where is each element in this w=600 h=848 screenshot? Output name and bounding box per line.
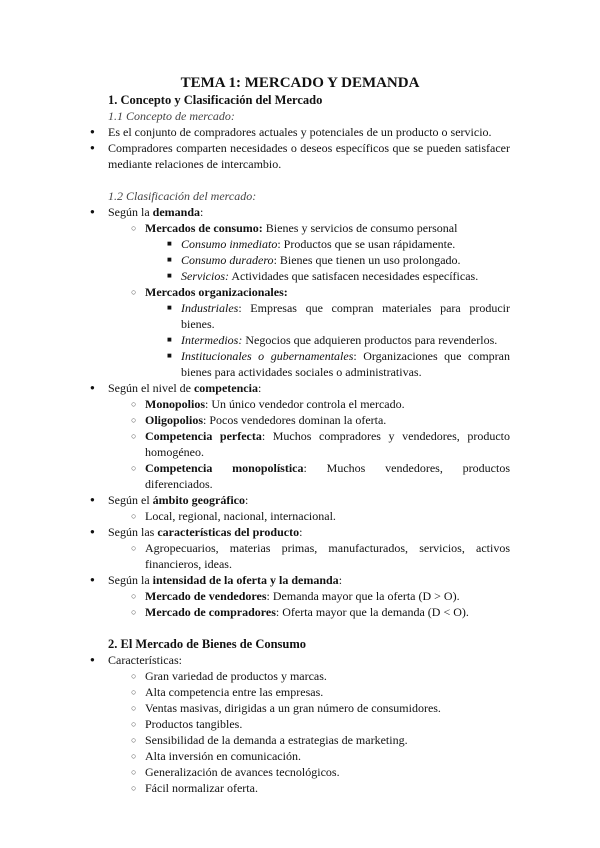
list-item: ● Es el conjunto de compradores actuales y potenciales de un producto o servicio. bbox=[108, 124, 510, 140]
text: : Muchos vendedores, productos diferenciados. bbox=[145, 461, 510, 491]
document-title: TEMA 1: MERCADO Y DEMANDA bbox=[180, 75, 420, 91]
italic-term: Servicios: bbox=[181, 269, 229, 283]
text: : Pocos vendedores dominan la oferta. bbox=[203, 413, 387, 427]
list-item bbox=[108, 380, 510, 396]
text: : Organizaciones que compran bienes para actividades sociales o administrativas. bbox=[181, 349, 511, 379]
list-item: ○ Sensibilidad de la demanda a estrategias de marketing. bbox=[145, 732, 510, 748]
list-item: ○ Agropecuarios, materias primas, manufacturados, servicios, activos financieros, ideas. bbox=[145, 540, 510, 572]
italic-term: Consumo inmediato bbox=[181, 237, 278, 251]
text: : bbox=[257, 381, 262, 395]
list-item bbox=[145, 460, 510, 492]
italic-term: Institucionales o gubernamentales bbox=[181, 349, 354, 363]
italic-term: Industriales bbox=[181, 301, 239, 315]
list-item bbox=[108, 204, 510, 220]
bold-term: características del producto bbox=[157, 525, 300, 539]
list-item: ● Características: bbox=[108, 652, 510, 668]
list-item bbox=[145, 412, 510, 428]
italic-term: Intermedios: bbox=[181, 333, 243, 347]
bold-term: Mercado de compradores bbox=[145, 605, 276, 619]
text: Actividades que satisfacen necesidades específicas. bbox=[228, 269, 479, 283]
list-item bbox=[181, 300, 510, 332]
list-item bbox=[145, 588, 510, 604]
bold-term: Mercados organizacionales: bbox=[145, 285, 288, 299]
text: Bienes y servicios de consumo personal bbox=[262, 221, 458, 235]
list-item bbox=[145, 396, 510, 412]
bold-term: Competencia perfecta bbox=[145, 429, 262, 443]
list-item bbox=[145, 428, 510, 460]
list-item: ○ Alta inversión en comunicación. bbox=[145, 748, 510, 764]
list-item bbox=[181, 268, 510, 284]
subsection-1-2: 1.2 Clasificación del mercado: bbox=[108, 189, 257, 203]
text: : bbox=[338, 573, 343, 587]
bold-term: Mercados de consumo: bbox=[145, 221, 263, 235]
list-item: ○ Fácil normalizar oferta. bbox=[145, 780, 510, 796]
text: : bbox=[299, 525, 303, 539]
bold-term: ámbito geográfico bbox=[152, 493, 245, 507]
text: : Oferta mayor que la demanda (D < O). bbox=[275, 605, 469, 619]
bold-term: demanda bbox=[152, 205, 201, 219]
list-item bbox=[181, 252, 510, 268]
list-item: ○ Alta competencia entre las empresas. bbox=[145, 684, 510, 700]
text: Según el nivel de bbox=[108, 381, 194, 395]
text: Negocios que adquieren productos para revenderlos. bbox=[242, 333, 498, 347]
bold-term: Competencia monopolística bbox=[145, 461, 304, 475]
text: : bbox=[244, 493, 249, 507]
section-2-heading: 2. El Mercado de Bienes de Consumo bbox=[108, 637, 307, 651]
list-item bbox=[145, 284, 510, 300]
text: Según la bbox=[108, 205, 153, 219]
text: Según las bbox=[108, 525, 158, 539]
text: : Empresas que compran materiales para producir bienes. bbox=[181, 301, 510, 331]
list-item: ○ Local, regional, nacional, internacional. bbox=[145, 508, 510, 524]
bold-term: intensidad de la oferta y la demanda bbox=[152, 573, 339, 587]
list-item: ○ Generalización de avances tecnológicos. bbox=[145, 764, 510, 780]
text: : Muchos compradores y vendedores, producto homogéneo. bbox=[145, 429, 510, 459]
list-item bbox=[108, 524, 510, 540]
text: : bbox=[200, 205, 204, 219]
bold-term: Oligopolios bbox=[145, 413, 204, 427]
text: : Productos que se usan rápidamente. bbox=[277, 237, 456, 251]
bold-term: Monopolios bbox=[145, 397, 206, 411]
text: : Bienes que tienen un uso prolongado. bbox=[273, 253, 461, 267]
list-item: ● Compradores comparten necesidades o deseos específicos que se pueden satisfacer mediante relaciones de intercambio. bbox=[108, 140, 510, 172]
list-item bbox=[181, 332, 510, 348]
section-1-heading: 1. Concepto y Clasificación del Mercado bbox=[108, 93, 323, 107]
list-item bbox=[108, 572, 510, 588]
list-item: ○ Productos tangibles. bbox=[145, 716, 510, 732]
text: : Demanda mayor que la oferta (D > O). bbox=[266, 589, 460, 603]
list-item bbox=[181, 236, 510, 252]
list-item bbox=[145, 220, 510, 236]
list-item: ○ Gran variedad de productos y marcas. bbox=[145, 668, 510, 684]
list-item bbox=[181, 348, 510, 380]
text: : Un único vendedor controla el mercado. bbox=[205, 397, 405, 411]
list-item: ○ Ventas masivas, dirigidas a un gran número de consumidores. bbox=[145, 700, 510, 716]
bold-term: Mercado de vendedores bbox=[145, 589, 267, 603]
list-item bbox=[108, 492, 510, 508]
italic-term: Consumo duradero bbox=[181, 253, 274, 267]
text: Según la bbox=[108, 573, 153, 587]
list-item bbox=[145, 604, 510, 620]
text: Según el bbox=[108, 493, 153, 507]
bold-term: competencia bbox=[193, 381, 258, 395]
subsection-1-1: 1.1 Concepto de mercado: bbox=[108, 109, 235, 123]
